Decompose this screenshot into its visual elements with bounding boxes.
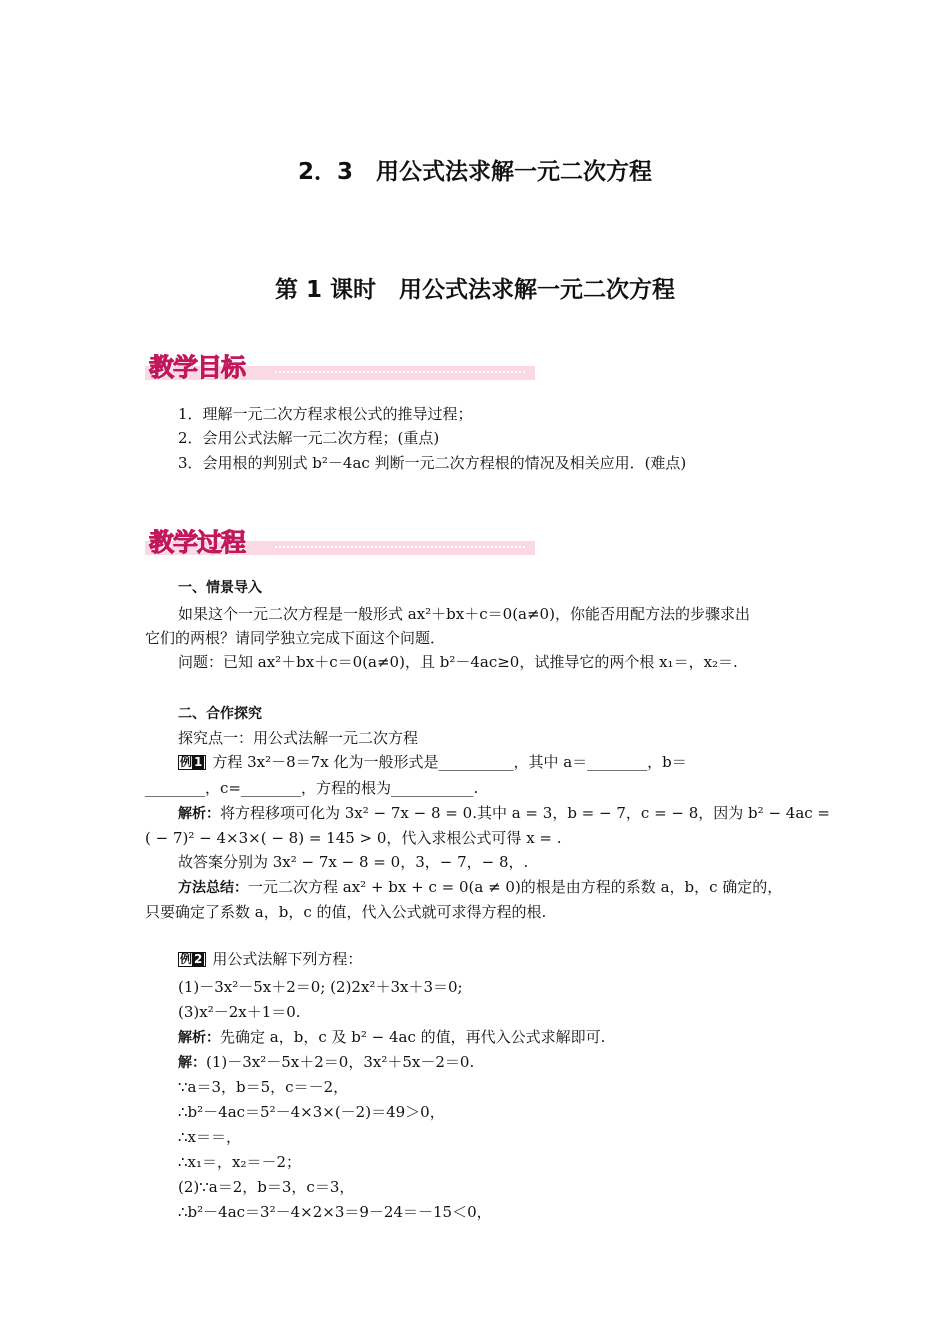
equation-line: (1)－3x²－5x＋2＝0; (2)2x²＋3x＋3＝0; [178,978,463,996]
solution-line: ∴b²－4ac＝5²－4×3×(－2)＝49＞0， [178,1103,445,1121]
paragraph: 它们的两根？请同学独立完成下面这个问题． [145,629,446,647]
solution-line: ∴x＝＝， [178,1128,242,1146]
example-1-line: ________，c=________，方程的根为___________. [145,779,479,797]
solution-line: ∵a＝3，b＝5，c＝－2， [178,1078,349,1096]
goal-item: 2．会用公式法解一元二次方程；(重点) [178,429,440,447]
paragraph: 如果这个一元二次方程是一般形式 ax²＋bx＋c＝0(a≠0)，你能否用配方法的步骤求出 [178,605,750,623]
section-heading: 二、合作探究 [178,706,262,722]
page-title: 2．3 用公式法求解一元二次方程 [297,159,652,185]
section-banner-goals [145,350,535,382]
analysis: 解析：将方程移项可化为 3x² − 7x − 8 = 0.其中 a = 3，b = − 7，c = − 8，因为 b² − 4ac = [178,804,830,822]
banner-label: 教学过程 [149,528,246,557]
equation-line: (3)x²－2x＋1＝0. [178,1003,301,1021]
answer: 故答案分别为 3x² − 7x − 8 = 0，3，− 7，− 8，. [178,853,529,871]
example-1-line: 例 1 方程 3x²－8＝7x 化为一般形式是__________，其中 a＝________，b＝ [180,753,687,771]
solution-line: ∴x₁＝，x₂＝－2； [178,1153,302,1171]
analysis: 解析：先确定 a，b，c 及 b² − 4ac 的值，再代入公式求解即可. [178,1028,606,1046]
solution-line: ∴b²－4ac＝3²－4×2×3＝9－24＝－15＜0， [178,1203,492,1221]
paragraph: 问题：已知 ax²＋bx＋c＝0(a≠0)，且 b²－4ac≥0，试推导它的两个根 x₁＝，x₂＝. [178,653,738,671]
solution-line: (2)∵a＝2，b＝3，c＝3， [178,1178,355,1196]
goal-item: 3．会用根的判别式 b²－4ac 判断一元二次方程根的情况及相关应用．(难点) [178,454,687,472]
section-banner-process [145,525,535,557]
goal-item: 1．理解一元二次方程求根公式的推导过程； [178,405,473,423]
lesson-title: 第 1 课时 用公式法求解一元二次方程 [274,277,676,303]
example-2-line: 例 2 用公式法解下列方程： [180,950,363,968]
section-heading: 一、情景导入 [178,580,262,596]
analysis: ( − 7)² − 4×3×( − 8) = 145 > 0，代入求根公式可得 x = . [145,829,562,847]
solution-line: 解：(1)－3x²－5x＋2＝0，3x²＋5x－2＝0. [178,1053,475,1071]
example-badge: 例 1 [178,755,206,770]
method-summary: 只要确定了系数 a，b，c 的值，代入公式就可求得方程的根. [145,903,547,921]
example-badge: 例 2 [178,952,206,967]
explore-point: 探究点一：用公式法解一元二次方程 [178,729,419,747]
method-summary: 方法总结：一元二次方程 ax² + bx + c = 0(a ≠ 0)的根是由方程的系数 a，b，c 确定的， [178,878,783,896]
banner-label: 教学目标 [149,353,246,382]
